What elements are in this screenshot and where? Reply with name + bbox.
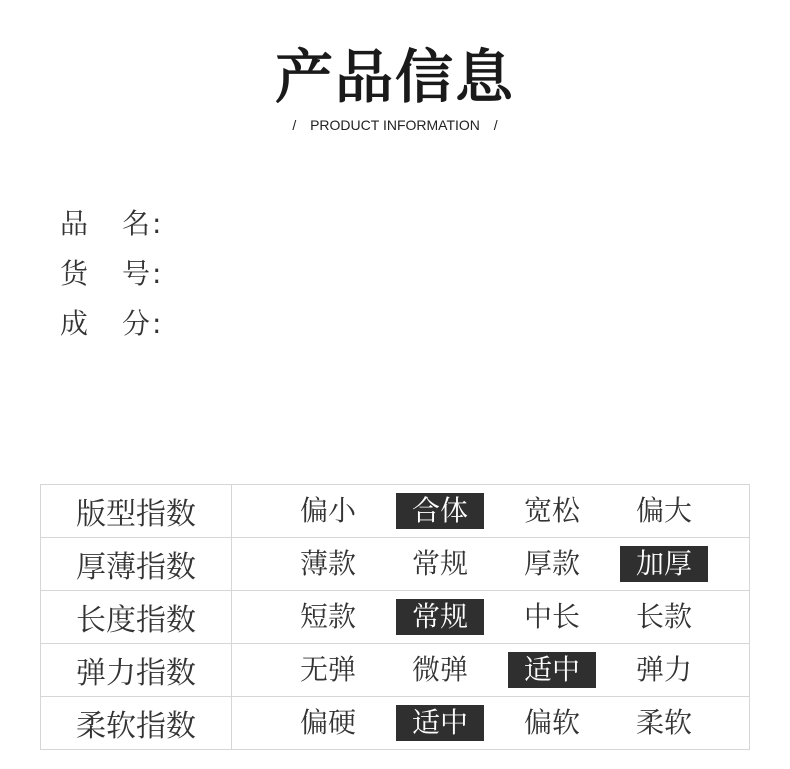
index-option-selected	[384, 493, 496, 529]
index-options	[232, 697, 750, 750]
index-option-label: 薄款	[299, 547, 356, 580]
index-option	[272, 546, 384, 582]
index-option	[272, 493, 384, 529]
subtitle-slash-right: /	[493, 117, 498, 133]
index-option-label: 偏大	[635, 494, 692, 527]
index-option	[384, 546, 496, 582]
index-option	[608, 599, 720, 635]
index-option-selected	[608, 546, 720, 582]
page-subtitle	[0, 116, 790, 134]
index-option-label: 偏小	[299, 494, 356, 527]
index-row	[41, 644, 750, 697]
index-option-selected	[384, 705, 496, 741]
index-row	[41, 538, 750, 591]
index-option	[496, 493, 608, 529]
index-name: 长度指数	[41, 591, 232, 644]
info-label: 成分	[60, 307, 150, 340]
index-name: 版型指数	[41, 485, 232, 538]
index-row	[41, 485, 750, 538]
index-option	[496, 546, 608, 582]
info-label: 货号	[60, 257, 150, 290]
index-option-label: 常规	[411, 547, 468, 580]
index-options	[232, 485, 750, 538]
info-colon: :	[152, 307, 162, 340]
page-title: 产品信息	[274, 43, 515, 111]
index-option	[272, 705, 384, 741]
index-option-label: 中长	[523, 600, 580, 633]
info-colon: :	[152, 257, 162, 290]
index-name: 厚薄指数	[41, 538, 232, 591]
index-option	[496, 599, 608, 635]
index-option-label: 无弹	[299, 653, 356, 686]
index-option-label: 微弹	[411, 653, 468, 686]
index-option	[496, 705, 608, 741]
index-options	[232, 591, 750, 644]
index-option-selected	[496, 652, 608, 688]
index-option-label: 适中	[508, 652, 596, 688]
index-name: 弹力指数	[41, 644, 232, 697]
subtitle-text: PRODUCT INFORMATION	[310, 117, 480, 133]
info-label: 品名	[60, 207, 150, 240]
index-row	[41, 697, 750, 750]
index-option-label: 长款	[635, 600, 692, 633]
info-row-item-number	[60, 256, 161, 292]
index-option	[608, 652, 720, 688]
index-option	[384, 652, 496, 688]
index-option	[272, 599, 384, 635]
index-option-label: 柔软	[635, 706, 692, 739]
size-index-table	[40, 484, 750, 750]
info-row-composition	[60, 306, 161, 342]
index-row	[41, 591, 750, 644]
index-option-label: 厚款	[523, 547, 580, 580]
index-option-label: 偏硬	[299, 706, 356, 739]
subtitle-slash-left: /	[292, 117, 297, 133]
index-options	[232, 644, 750, 697]
index-option	[608, 705, 720, 741]
index-option-label: 短款	[299, 600, 356, 633]
index-option-label: 弹力	[635, 653, 692, 686]
info-row-name	[60, 206, 161, 242]
index-option-label: 常规	[396, 599, 484, 635]
index-name: 柔软指数	[41, 697, 232, 750]
index-option-label: 加厚	[620, 546, 708, 582]
index-option-label: 宽松	[523, 494, 580, 527]
index-options	[232, 538, 750, 591]
index-option-label: 适中	[396, 705, 484, 741]
index-option-label: 合体	[396, 493, 484, 529]
index-option-selected	[384, 599, 496, 635]
index-option	[272, 652, 384, 688]
index-option-label: 偏软	[523, 706, 580, 739]
info-colon: :	[152, 207, 162, 240]
index-option	[608, 493, 720, 529]
